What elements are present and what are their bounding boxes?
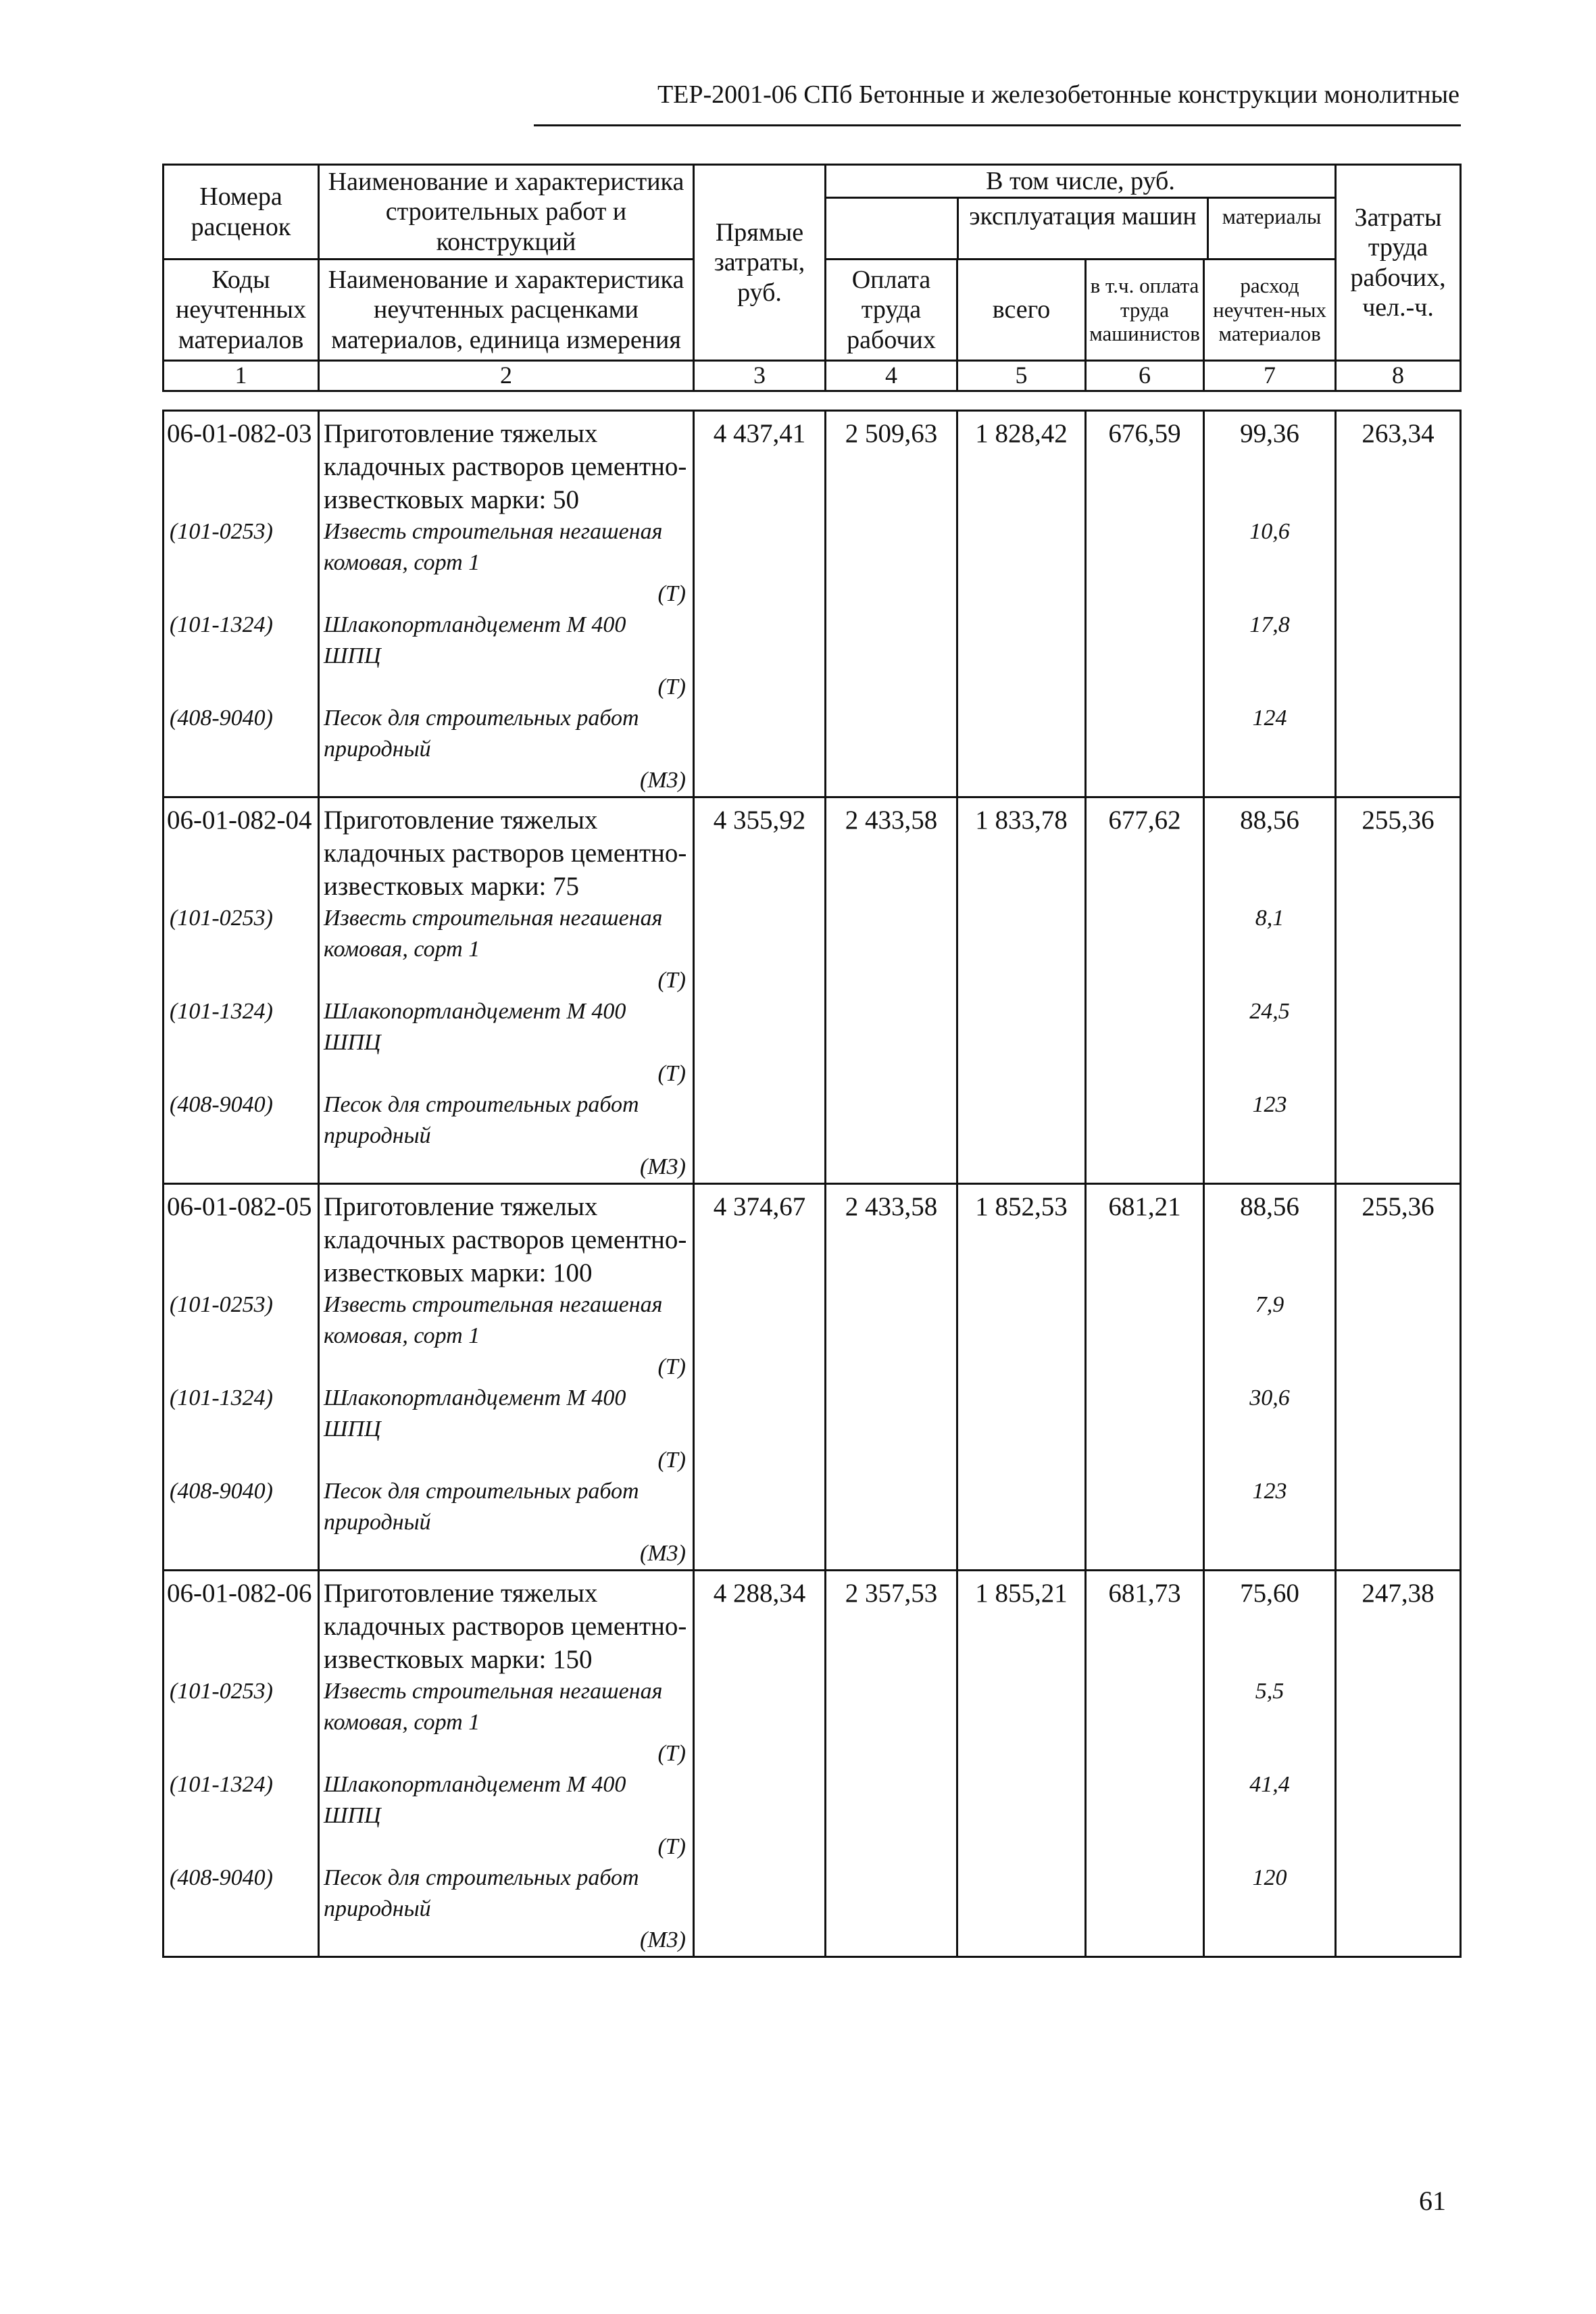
material-code: (408-9040) bbox=[164, 703, 319, 797]
header-number-4: 4 bbox=[826, 361, 957, 391]
material-cell bbox=[319, 1383, 694, 1476]
material-unit: (Т) bbox=[657, 674, 686, 699]
header-machines-label: эксплуатация машин bbox=[959, 199, 1209, 258]
rate-name: Приготовление тяжелых кладочных растворов цементно-известковых марки: 100 bbox=[319, 1184, 694, 1290]
material-code: (101-1324) bbox=[164, 996, 319, 1089]
material-qty: 41,4 bbox=[1204, 1769, 1336, 1863]
rate-row bbox=[164, 411, 1461, 517]
empty-cell bbox=[957, 610, 1086, 703]
empty-cell bbox=[1336, 1383, 1461, 1476]
material-cell bbox=[319, 516, 694, 610]
empty-cell bbox=[957, 703, 1086, 797]
material-qty: 8,1 bbox=[1204, 903, 1336, 996]
material-name: Шлакопортландцемент М 400 ШПЦ bbox=[324, 1385, 626, 1442]
machinists-pay: 676,59 bbox=[1086, 411, 1204, 517]
material-name: Известь строительная негашеная комовая, сорт 1 bbox=[324, 519, 663, 575]
material-cell bbox=[319, 610, 694, 703]
header-direct-cost: Прямые затраты, руб. bbox=[694, 165, 826, 361]
material-qty: 7,9 bbox=[1204, 1289, 1336, 1383]
material-code: (101-1324) bbox=[164, 1769, 319, 1863]
material-cell bbox=[319, 703, 694, 797]
empty-cell bbox=[1336, 1676, 1461, 1769]
material-qty: 120 bbox=[1204, 1863, 1336, 1957]
rates-table bbox=[162, 410, 1462, 1958]
material-code: (101-1324) bbox=[164, 1383, 319, 1476]
machines-total: 1 855,21 bbox=[957, 1571, 1086, 1677]
header-machines-total: всего bbox=[957, 260, 1086, 361]
empty-cell bbox=[826, 1289, 957, 1383]
direct-cost: 4 355,92 bbox=[694, 797, 826, 904]
material-row bbox=[164, 1289, 1461, 1383]
empty-cell bbox=[1336, 516, 1461, 610]
header-materials-usage: расход неучтен-ных материалов bbox=[1204, 260, 1336, 361]
header-material-names: Наименование и характеристика неучтенных расценками материалов, единица измерения bbox=[319, 260, 694, 361]
running-header: ТЕР-2001-06 СПб Бетонные и железобетонные конструкции монолитные bbox=[657, 80, 1460, 109]
material-code: (101-0253) bbox=[164, 1289, 319, 1383]
material-row bbox=[164, 996, 1461, 1089]
material-unit: (Т) bbox=[657, 968, 686, 993]
labor-pay: 2 509,63 bbox=[826, 411, 957, 517]
material-code: (101-0253) bbox=[164, 1676, 319, 1769]
machinists-pay: 681,73 bbox=[1086, 1571, 1204, 1677]
material-row bbox=[164, 1089, 1461, 1184]
material-cell bbox=[319, 1863, 694, 1957]
rate-code: 06-01-082-05 bbox=[164, 1184, 319, 1290]
empty-cell bbox=[957, 516, 1086, 610]
material-name: Песок для строительных работ природный bbox=[324, 1865, 639, 1921]
empty-cell bbox=[694, 1289, 826, 1383]
empty-cell bbox=[694, 1769, 826, 1863]
direct-cost: 4 288,34 bbox=[694, 1571, 826, 1677]
empty-cell bbox=[957, 903, 1086, 996]
header-number-7: 7 bbox=[1204, 361, 1336, 391]
material-qty: 17,8 bbox=[1204, 610, 1336, 703]
material-qty: 124 bbox=[1204, 703, 1336, 797]
material-name: Песок для строительных работ природный bbox=[324, 706, 639, 762]
material-name: Известь строительная негашеная комовая, сорт 1 bbox=[324, 906, 663, 962]
material-code: (408-9040) bbox=[164, 1863, 319, 1957]
rate-name: Приготовление тяжелых кладочных растворов цементно-известковых марки: 150 bbox=[319, 1571, 694, 1677]
empty-cell bbox=[957, 1289, 1086, 1383]
empty-cell bbox=[694, 516, 826, 610]
empty-cell bbox=[694, 903, 826, 996]
empty-cell bbox=[957, 1676, 1086, 1769]
material-qty: 123 bbox=[1204, 1089, 1336, 1184]
empty-cell bbox=[826, 1476, 957, 1571]
material-qty: 10,6 bbox=[1204, 516, 1336, 610]
empty-cell bbox=[694, 610, 826, 703]
direct-cost: 4 374,67 bbox=[694, 1184, 826, 1290]
labor-pay: 2 433,58 bbox=[826, 1184, 957, 1290]
material-row bbox=[164, 1676, 1461, 1769]
page-number: 61 bbox=[1419, 2186, 1446, 2216]
material-row bbox=[164, 1383, 1461, 1476]
labor-pay: 2 357,53 bbox=[826, 1571, 957, 1677]
empty-cell bbox=[1086, 610, 1204, 703]
labor-hours: 263,34 bbox=[1336, 411, 1461, 517]
material-cell bbox=[319, 996, 694, 1089]
material-row bbox=[164, 1476, 1461, 1571]
labor-pay: 2 433,58 bbox=[826, 797, 957, 904]
material-name: Шлакопортландцемент М 400 ШПЦ bbox=[324, 612, 626, 668]
material-code: (408-9040) bbox=[164, 1089, 319, 1184]
rate-name: Приготовление тяжелых кладочных растворов цементно-известковых марки: 50 bbox=[319, 411, 694, 517]
material-qty: 5,5 bbox=[1204, 1676, 1336, 1769]
material-code: (408-9040) bbox=[164, 1476, 319, 1571]
rate-name: Приготовление тяжелых кладочных растворов цементно-известковых марки: 75 bbox=[319, 797, 694, 904]
header-number-6: 6 bbox=[1086, 361, 1204, 391]
empty-cell bbox=[1086, 516, 1204, 610]
header-material-codes: Коды неучтенных материалов bbox=[164, 260, 319, 361]
empty-cell bbox=[694, 1089, 826, 1184]
material-unit: (Т) bbox=[657, 1741, 686, 1766]
empty-cell bbox=[1336, 703, 1461, 797]
empty-cell bbox=[1336, 1863, 1461, 1957]
material-unit: (М3) bbox=[640, 1541, 686, 1566]
header-number-3: 3 bbox=[694, 361, 826, 391]
empty-cell bbox=[957, 1769, 1086, 1863]
empty-cell bbox=[826, 903, 957, 996]
column-header-table bbox=[162, 164, 1462, 392]
empty-cell bbox=[1086, 1863, 1204, 1957]
machinists-pay: 681,21 bbox=[1086, 1184, 1204, 1290]
empty-cell bbox=[1336, 996, 1461, 1089]
material-cell bbox=[319, 1769, 694, 1863]
material-cell bbox=[319, 1289, 694, 1383]
empty-cell bbox=[694, 1476, 826, 1571]
empty-cell bbox=[694, 1676, 826, 1769]
empty-cell bbox=[826, 1089, 957, 1184]
material-qty: 30,6 bbox=[1204, 1383, 1336, 1476]
machines-total: 1 828,42 bbox=[957, 411, 1086, 517]
empty-cell bbox=[826, 1383, 957, 1476]
rate-row bbox=[164, 1184, 1461, 1290]
header-group bbox=[826, 165, 1336, 260]
empty-cell bbox=[826, 1863, 957, 1957]
material-name: Шлакопортландцемент М 400 ШПЦ bbox=[324, 1772, 626, 1828]
rate-code: 06-01-082-06 bbox=[164, 1571, 319, 1677]
header-group-label: В том числе, руб. bbox=[826, 166, 1335, 199]
empty-cell bbox=[826, 703, 957, 797]
empty-cell bbox=[694, 1863, 826, 1957]
material-unit: (М3) bbox=[640, 1927, 686, 1952]
rate-code: 06-01-082-04 bbox=[164, 797, 319, 904]
empty-cell bbox=[826, 996, 957, 1089]
header-materials-label: материалы bbox=[1222, 204, 1322, 228]
empty-cell bbox=[957, 1476, 1086, 1571]
empty-cell bbox=[957, 1383, 1086, 1476]
empty-cell bbox=[1086, 1476, 1204, 1571]
machines-total: 1 833,78 bbox=[957, 797, 1086, 904]
material-code: (101-0253) bbox=[164, 903, 319, 996]
header-rule bbox=[534, 124, 1461, 126]
material-row bbox=[164, 903, 1461, 996]
material-unit: (Т) bbox=[657, 1061, 686, 1086]
rate-row bbox=[164, 797, 1461, 904]
materials-cost: 88,56 bbox=[1204, 1184, 1336, 1290]
material-qty: 24,5 bbox=[1204, 996, 1336, 1089]
material-cell bbox=[319, 1476, 694, 1571]
machinists-pay: 677,62 bbox=[1086, 797, 1204, 904]
material-unit: (Т) bbox=[657, 581, 686, 606]
material-row bbox=[164, 610, 1461, 703]
empty-cell bbox=[826, 610, 957, 703]
header-number-1: 1 bbox=[164, 361, 319, 391]
header-number-5: 5 bbox=[957, 361, 1086, 391]
rate-code: 06-01-082-03 bbox=[164, 411, 319, 517]
empty-cell bbox=[1086, 1289, 1204, 1383]
material-unit: (Т) bbox=[657, 1834, 686, 1859]
material-unit: (Т) bbox=[657, 1354, 686, 1379]
labor-hours: 255,36 bbox=[1336, 797, 1461, 904]
material-code: (101-0253) bbox=[164, 516, 319, 610]
empty-cell bbox=[826, 1676, 957, 1769]
labor-hours: 255,36 bbox=[1336, 1184, 1461, 1290]
empty-cell bbox=[826, 516, 957, 610]
material-row bbox=[164, 1863, 1461, 1957]
header-rate-numbers: Номера расценок bbox=[164, 165, 319, 260]
empty-cell bbox=[1336, 1089, 1461, 1184]
material-row bbox=[164, 1769, 1461, 1863]
empty-cell bbox=[1086, 1383, 1204, 1476]
empty-cell bbox=[957, 1089, 1086, 1184]
material-unit: (М3) bbox=[640, 1154, 686, 1179]
materials-cost: 75,60 bbox=[1204, 1571, 1336, 1677]
empty-cell bbox=[1086, 903, 1204, 996]
material-name: Песок для строительных работ природный bbox=[324, 1479, 639, 1535]
material-unit: (М3) bbox=[640, 768, 686, 793]
header-number-8: 8 bbox=[1336, 361, 1461, 391]
empty-cell bbox=[826, 1769, 957, 1863]
header-labor-hours: Затраты труда рабочих, чел.-ч. bbox=[1336, 165, 1461, 361]
material-unit: (Т) bbox=[657, 1448, 686, 1473]
material-name: Песок для строительных работ природный bbox=[324, 1092, 639, 1148]
empty-cell bbox=[1086, 1769, 1204, 1863]
empty-cell bbox=[1086, 703, 1204, 797]
labor-hours: 247,38 bbox=[1336, 1571, 1461, 1677]
material-cell bbox=[319, 903, 694, 996]
empty-cell bbox=[1086, 1676, 1204, 1769]
material-name: Известь строительная негашеная комовая, сорт 1 bbox=[324, 1679, 663, 1735]
header-work-name: Наименование и характеристика строительных работ и конструкций bbox=[319, 165, 694, 260]
material-row bbox=[164, 703, 1461, 797]
materials-cost: 88,56 bbox=[1204, 797, 1336, 904]
empty-cell bbox=[1336, 1476, 1461, 1571]
empty-cell bbox=[1336, 610, 1461, 703]
material-qty: 123 bbox=[1204, 1476, 1336, 1571]
material-cell bbox=[319, 1676, 694, 1769]
empty-cell bbox=[957, 1863, 1086, 1957]
empty-cell bbox=[957, 996, 1086, 1089]
empty-cell bbox=[1336, 1289, 1461, 1383]
header-machinists-pay: в т.ч. оплата труда машинистов bbox=[1086, 260, 1204, 361]
empty-cell bbox=[694, 996, 826, 1089]
material-code: (101-1324) bbox=[164, 610, 319, 703]
materials-cost: 99,36 bbox=[1204, 411, 1336, 517]
empty-cell bbox=[694, 1383, 826, 1476]
header-number-2: 2 bbox=[319, 361, 694, 391]
material-cell bbox=[319, 1089, 694, 1184]
empty-cell bbox=[694, 703, 826, 797]
empty-cell bbox=[1336, 903, 1461, 996]
material-name: Шлакопортландцемент М 400 ШПЦ bbox=[324, 999, 626, 1055]
machines-total: 1 852,53 bbox=[957, 1184, 1086, 1290]
material-name: Известь строительная негашеная комовая, сорт 1 bbox=[324, 1292, 663, 1348]
empty-cell bbox=[1086, 1089, 1204, 1184]
header-labor-pay: Оплата труда рабочих bbox=[826, 260, 957, 361]
rate-row bbox=[164, 1571, 1461, 1677]
empty-cell bbox=[1086, 996, 1204, 1089]
empty-cell bbox=[1336, 1769, 1461, 1863]
direct-cost: 4 437,41 bbox=[694, 411, 826, 517]
material-row bbox=[164, 516, 1461, 610]
